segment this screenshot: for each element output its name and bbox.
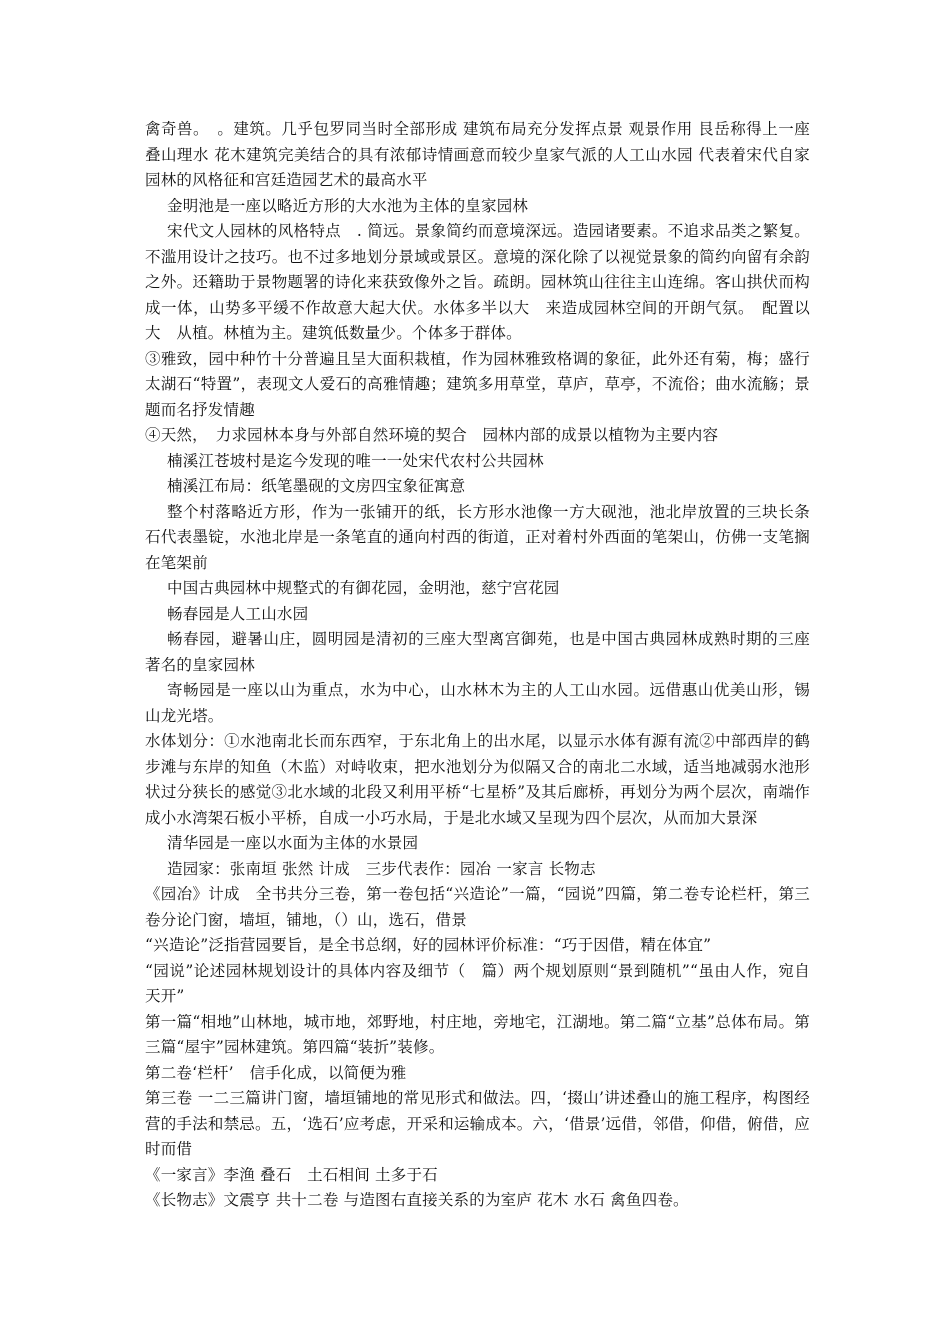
paragraph: “兴造论”泛指营园要旨，是全书总纲，好的园林评价标准：“巧于因借，精在体宜”	[145, 936, 712, 954]
paragraph: 金明池是一座以略近方形的大水池为主体的皇家园林	[167, 196, 529, 215]
paragraph: 水体划分：①水池南北长而东西窄，于东北角上的出水尾，以显示水体有源有流②中部西岸的鹤步滩与东岸的知鱼（木监）对峙收束，把水池划分为似隔又合的南北二水域，适当地减弱水池形状过分狭长的感觉③北水域的北段又利用平桥“七星桥”及其后廊桥，再划分为两个层次，南端作成小水湾架石板小平桥，自成一小巧水局，于是北水域又呈现为四个层次，从而加大景深	[145, 732, 810, 827]
paragraph: “园说”论述园林规划设计的具体内容及细节（ 篇）两个规划原则“景到随机”“虽由人作，宛自天开”	[145, 961, 810, 1005]
paragraph: 畅春园，避暑山庄，圆明园是清初的三座大型离宫御苑，也是中国古典园林成熟时期的三座著名的皇家园林	[145, 630, 810, 674]
paragraph: 楠溪江布局：纸笔墨砚的文房四宝象征寓意	[167, 477, 466, 495]
paragraph: ④天然， 力求园林本身与外部自然环境的契合 园林内部的成景以植物为主要内容	[145, 426, 719, 444]
paragraph: 第三卷 一二三篇讲门窗，墙垣铺地的常见形式和做法。四，‘掇山’讲述叠山的施工程序，构图经营的手法和禁忌。五，‘选石’应考虑，开采和运输成本。六，‘借景’远借，邻借，仰借，俯借，应时而借	[145, 1089, 810, 1158]
paragraph: 《园冶》计成 全书共分三卷，第一卷包括“兴造论”一篇，“园说”四篇，第二卷专论栏杆，第三卷分论门窗，墙垣，铺地，（）山，选石，借景	[145, 885, 810, 929]
paragraph: 《一家言》李渔 叠石 土石相间 土多于石	[145, 1165, 438, 1184]
paragraph: 造园家：张南垣 张然 计成 三步代表作：园冶 一家言 长物志	[167, 859, 596, 878]
paragraph: 楠溪江苍坡村是迄今发现的唯一一处宋代农村公共园林	[167, 451, 544, 470]
paragraph: 第二卷‘栏杆’ 信手化成，以简便为雅	[145, 1063, 407, 1082]
paragraph: 禽奇兽。 。建筑。几乎包罗同当时全部形成 建筑布局充分发挥点景 观景作用 艮岳称得上一座叠山理水 花木建筑完美结合的具有浓郁诗情画意而较少皇家气派的人工山水园 代表着宋代自家园林的风格征和宫廷造园艺术的最高水平	[145, 120, 810, 189]
paragraph: 第一篇“相地”山林地，城市地，郊野地，村庄地，旁地宅，江湖地。第二篇“立基”总体布局。第三篇“屋宇”园林建筑。第四篇“装折”装修。	[145, 1012, 810, 1056]
paragraph: 寄畅园是一座以山为重点，水为中心，山水林木为主的人工山水园。远借惠山优美山形，锡山龙光塔。	[145, 681, 810, 725]
paragraph: 中国古典园林中规整式的有御花园，金明池，慈宁宫花园	[167, 579, 560, 597]
paragraph: 《长物志》文震亨 共十二卷 与造图右直接关系的为室庐 花木 水石 禽鱼四卷。	[145, 1191, 689, 1209]
document-body	[145, 117, 810, 1214]
paragraph: 清华园是一座以水面为主体的水景园	[167, 834, 419, 852]
paragraph: 畅春园是人工山水园	[167, 604, 309, 623]
paragraph: 整个村落略近方形，作为一张铺开的纸，长方形水池像一方大砚池，池北岸放置的三块长条石代表墨锭，水池北岸是一条笔直的通向村西的街道，正对着村外西面的笔架山，仿佛一支笔搁在笔架前	[145, 502, 810, 572]
paragraph: ③雅致，园中种竹十分普遍且呈大面积栽植，作为园林雅致格调的象征，此外还有菊，梅；盛行太湖石“特置”，表现文人爱石的高雅情趣；建筑多用草堂，草庐，草亭，不流俗；曲水流觞；景题而名抒发情趣	[145, 349, 810, 419]
paragraph: 宋代文人园林的风格特点 . 简远。景象简约而意境深远。造园诸要素。不追求品类之繁复。不滥用设计之技巧。也不过多地划分景域或景区。意境的深化除了以视觉景象的简约向留有余韵之外。还籍助于景物题署的诗化来获致像外之旨。疏朗。园林筑山往往主山连绵。客山拱伏而构成一体，山势多平缓不作故意大起大伏。水体多半以大 来造成园林空间的开朗气氛。 配置以大 从植。林植为主。建筑低数量少。个体多于群体。	[145, 222, 810, 342]
